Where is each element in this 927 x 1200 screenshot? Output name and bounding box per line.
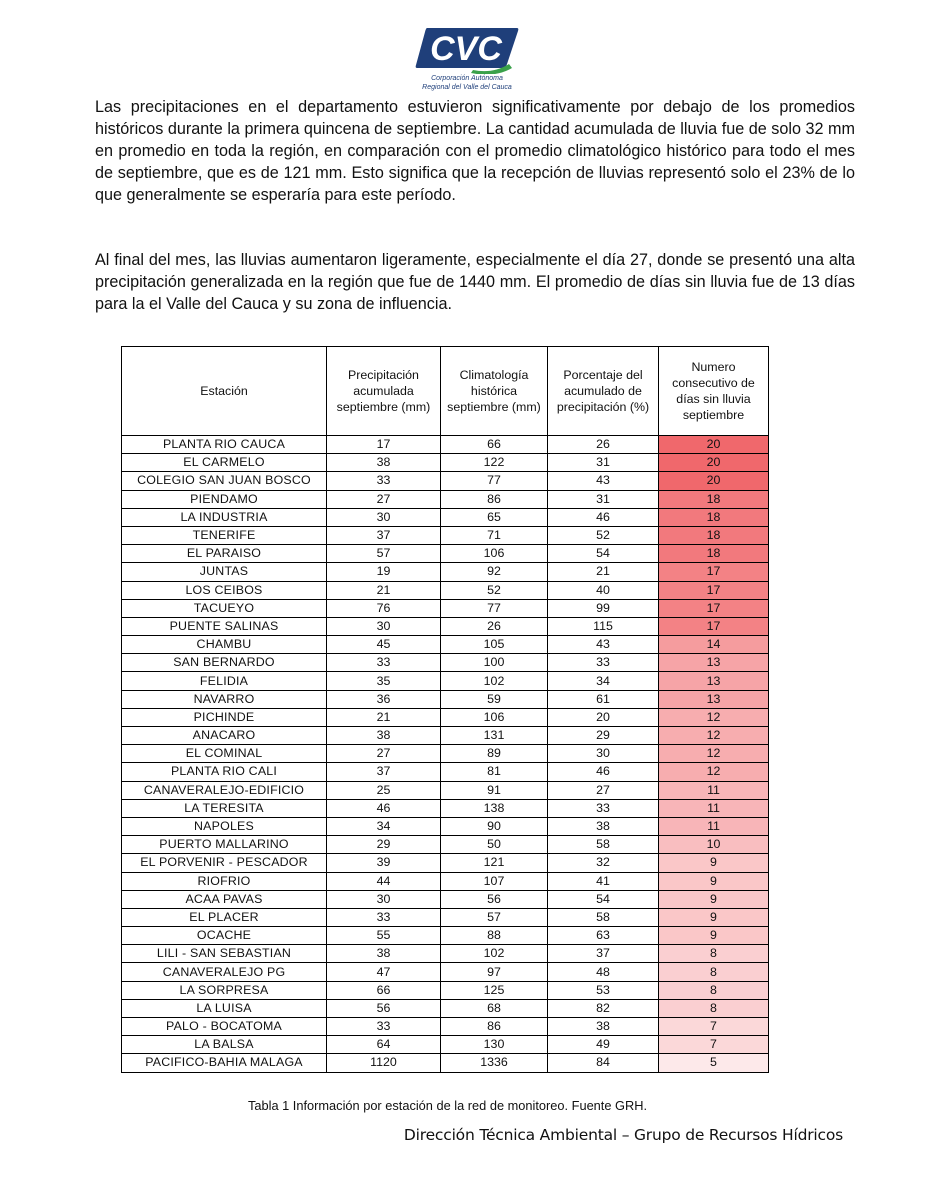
station-name: OCACHE: [122, 927, 327, 945]
table-row: [122, 854, 769, 872]
station-name: CANAVERALEJO-EDIFICIO: [122, 781, 327, 799]
percentage-value: 61: [548, 690, 659, 708]
precipitation-value: 34: [327, 817, 441, 835]
precipitation-value: 33: [327, 1018, 441, 1036]
percentage-value: 38: [548, 817, 659, 835]
table-row: [122, 563, 769, 581]
percentage-value: 27: [548, 781, 659, 799]
climatology-value: 1336: [441, 1054, 548, 1072]
header-estacion: Estación: [122, 347, 327, 436]
table-row: [122, 436, 769, 454]
precipitation-value: 27: [327, 490, 441, 508]
dry-days-value: 8: [659, 945, 769, 963]
station-name: LA LUISA: [122, 999, 327, 1017]
climatology-value: 59: [441, 690, 548, 708]
station-name: PICHINDE: [122, 708, 327, 726]
climatology-value: 65: [441, 508, 548, 526]
header-climatologia: Climatología histórica septiembre (mm): [441, 347, 548, 436]
climatology-value: 56: [441, 890, 548, 908]
percentage-value: 41: [548, 872, 659, 890]
climatology-value: 125: [441, 981, 548, 999]
climatology-value: 26: [441, 617, 548, 635]
table-row: [122, 890, 769, 908]
table-row: [122, 636, 769, 654]
station-name: PLANTA RIO CALI: [122, 763, 327, 781]
table-row: [122, 581, 769, 599]
climatology-value: 66: [441, 436, 548, 454]
precipitation-value: 57: [327, 545, 441, 563]
precipitation-value: 29: [327, 836, 441, 854]
precipitation-value: 45: [327, 636, 441, 654]
station-name: RIOFRIO: [122, 872, 327, 890]
dry-days-value: 9: [659, 927, 769, 945]
table-row: [122, 672, 769, 690]
table-row: [122, 745, 769, 763]
table-row: [122, 999, 769, 1017]
station-name: ANACARO: [122, 727, 327, 745]
precipitation-value: 21: [327, 708, 441, 726]
climatology-value: 106: [441, 545, 548, 563]
percentage-value: 49: [548, 1036, 659, 1054]
table-row: [122, 472, 769, 490]
table-header-row: [122, 347, 769, 436]
climatology-value: 77: [441, 472, 548, 490]
table-row: [122, 799, 769, 817]
percentage-value: 26: [548, 436, 659, 454]
station-name: SAN BERNARDO: [122, 654, 327, 672]
header-precipitacion: Precipitación acumulada septiembre (mm): [327, 347, 441, 436]
precipitation-value: 56: [327, 999, 441, 1017]
percentage-value: 54: [548, 545, 659, 563]
dry-days-value: 10: [659, 836, 769, 854]
climatology-value: 100: [441, 654, 548, 672]
dry-days-value: 8: [659, 981, 769, 999]
dry-days-value: 17: [659, 599, 769, 617]
station-name: LA BALSA: [122, 1036, 327, 1054]
station-name: PIENDAMO: [122, 490, 327, 508]
station-name: PACIFICO-BAHIA MALAGA: [122, 1054, 327, 1072]
table-row: [122, 1054, 769, 1072]
dry-days-value: 12: [659, 727, 769, 745]
climatology-value: 92: [441, 563, 548, 581]
station-name: LOS CEIBOS: [122, 581, 327, 599]
precipitation-value: 44: [327, 872, 441, 890]
dry-days-value: 12: [659, 763, 769, 781]
logo-line-2: Regional del Valle del Cauca: [422, 84, 512, 91]
precipitation-value: 37: [327, 526, 441, 544]
table-body: [122, 436, 769, 1073]
header-dias-sin-lluvia: Numero consecutivo de días sin lluvia septiembre: [659, 347, 769, 436]
percentage-value: 32: [548, 854, 659, 872]
table-row: [122, 526, 769, 544]
table-row: [122, 508, 769, 526]
precipitation-value: 35: [327, 672, 441, 690]
station-name: CANAVERALEJO PG: [122, 963, 327, 981]
climatology-value: 86: [441, 1018, 548, 1036]
climatology-value: 97: [441, 963, 548, 981]
climatology-value: 122: [441, 454, 548, 472]
paragraph-1: Las precipitaciones en el departamento estuvieron significativamente por debajo de los promedios históricos durante la primera quincena de septiembre. La cantidad acumulada de lluvia fue de solo 32 mm en promedio en toda la región, en comparación con el promedio climatológico histórico para todo el mes de septiembre, que es de 121 mm. Esto significa que la recepción de lluvias representó solo el 23% de lo que generalmente se esperaría para este período.: [95, 98, 855, 204]
table-row: [122, 1018, 769, 1036]
table-row: [122, 727, 769, 745]
dry-days-value: 9: [659, 890, 769, 908]
precipitation-value: 1120: [327, 1054, 441, 1072]
percentage-value: 82: [548, 999, 659, 1017]
precipitation-value: 36: [327, 690, 441, 708]
climatology-value: 130: [441, 1036, 548, 1054]
climatology-value: 68: [441, 999, 548, 1017]
percentage-value: 37: [548, 945, 659, 963]
climatology-value: 107: [441, 872, 548, 890]
precipitation-value: 46: [327, 799, 441, 817]
cvc-logo: [413, 24, 521, 98]
climatology-value: 52: [441, 581, 548, 599]
station-name: TENERIFE: [122, 526, 327, 544]
precipitation-value: 64: [327, 1036, 441, 1054]
dry-days-value: 9: [659, 872, 769, 890]
station-name: PALO - BOCATOMA: [122, 1018, 327, 1036]
percentage-value: 31: [548, 454, 659, 472]
station-name: ACAA PAVAS: [122, 890, 327, 908]
climatology-value: 86: [441, 490, 548, 508]
station-name: CHAMBU: [122, 636, 327, 654]
climatology-value: 77: [441, 599, 548, 617]
dry-days-value: 17: [659, 617, 769, 635]
dry-days-value: 12: [659, 708, 769, 726]
climatology-value: 57: [441, 908, 548, 926]
dry-days-value: 18: [659, 490, 769, 508]
precipitation-value: 76: [327, 599, 441, 617]
dry-days-value: 18: [659, 545, 769, 563]
climatology-value: 81: [441, 763, 548, 781]
dry-days-value: 5: [659, 1054, 769, 1072]
percentage-value: 34: [548, 672, 659, 690]
table-row: [122, 927, 769, 945]
station-name: EL PLACER: [122, 908, 327, 926]
station-name: NAVARRO: [122, 690, 327, 708]
table-row: [122, 654, 769, 672]
percentage-value: 43: [548, 636, 659, 654]
table-row: [122, 981, 769, 999]
precipitation-value: 38: [327, 727, 441, 745]
table-row: [122, 617, 769, 635]
climatology-value: 91: [441, 781, 548, 799]
precipitation-value: 30: [327, 617, 441, 635]
cvc-logo-mark: [413, 24, 521, 74]
dry-days-value: 13: [659, 690, 769, 708]
climatology-value: 50: [441, 836, 548, 854]
dry-days-value: 20: [659, 436, 769, 454]
dry-days-value: 20: [659, 454, 769, 472]
precipitation-value: 39: [327, 854, 441, 872]
percentage-value: 38: [548, 1018, 659, 1036]
table-row: [122, 963, 769, 981]
table-row: [122, 872, 769, 890]
percentage-value: 43: [548, 472, 659, 490]
percentage-value: 33: [548, 654, 659, 672]
climatology-value: 131: [441, 727, 548, 745]
station-name: LA SORPRESA: [122, 981, 327, 999]
precipitation-value: 17: [327, 436, 441, 454]
station-name: COLEGIO SAN JUAN BOSCO: [122, 472, 327, 490]
percentage-value: 99: [548, 599, 659, 617]
station-name: PUERTO MALLARINO: [122, 836, 327, 854]
station-name: FELIDIA: [122, 672, 327, 690]
table-row: [122, 781, 769, 799]
table-row: [122, 690, 769, 708]
percentage-value: 46: [548, 763, 659, 781]
climatology-value: 138: [441, 799, 548, 817]
precipitation-value: 38: [327, 454, 441, 472]
dry-days-value: 13: [659, 672, 769, 690]
percentage-value: 33: [548, 799, 659, 817]
station-name: EL CARMELO: [122, 454, 327, 472]
dry-days-value: 17: [659, 581, 769, 599]
dry-days-value: 13: [659, 654, 769, 672]
table-row: [122, 490, 769, 508]
dry-days-value: 11: [659, 817, 769, 835]
percentage-value: 29: [548, 727, 659, 745]
dry-days-value: 14: [659, 636, 769, 654]
percentage-value: 54: [548, 890, 659, 908]
percentage-value: 20: [548, 708, 659, 726]
dry-days-value: 18: [659, 526, 769, 544]
precipitation-value: 30: [327, 890, 441, 908]
dry-days-value: 9: [659, 854, 769, 872]
table-row: [122, 1036, 769, 1054]
dry-days-value: 20: [659, 472, 769, 490]
percentage-value: 115: [548, 617, 659, 635]
page-footer: Dirección Técnica Ambiental – Grupo de Recursos Hídricos: [403, 1126, 843, 1144]
dry-days-value: 7: [659, 1036, 769, 1054]
percentage-value: 21: [548, 563, 659, 581]
precipitation-value: 33: [327, 908, 441, 926]
dry-days-value: 12: [659, 745, 769, 763]
dry-days-value: 7: [659, 1018, 769, 1036]
percentage-value: 63: [548, 927, 659, 945]
percentage-value: 58: [548, 908, 659, 926]
climatology-value: 121: [441, 854, 548, 872]
precipitation-value: 55: [327, 927, 441, 945]
precipitation-value: 33: [327, 472, 441, 490]
precipitation-value: 33: [327, 654, 441, 672]
dry-days-value: 11: [659, 799, 769, 817]
climatology-value: 106: [441, 708, 548, 726]
percentage-value: 31: [548, 490, 659, 508]
dry-days-value: 11: [659, 781, 769, 799]
table-row: [122, 454, 769, 472]
climatology-value: 102: [441, 945, 548, 963]
caption-text: Tabla 1 Información por estación de la red de monitoreo. Fuente GRH.: [247, 1098, 648, 1113]
station-name: PUENTE SALINAS: [122, 617, 327, 635]
station-table: [121, 346, 769, 1073]
dry-days-value: 18: [659, 508, 769, 526]
station-name: EL PARAISO: [122, 545, 327, 563]
station-name: LILI - SAN SEBASTIAN: [122, 945, 327, 963]
percentage-value: 30: [548, 745, 659, 763]
precipitation-value: 38: [327, 945, 441, 963]
percentage-value: 40: [548, 581, 659, 599]
station-name: LA INDUSTRIA: [122, 508, 327, 526]
precipitation-value: 66: [327, 981, 441, 999]
precipitation-value: 25: [327, 781, 441, 799]
header-porcentaje: Porcentaje del acumulado de precipitación (%): [548, 347, 659, 436]
climatology-value: 105: [441, 636, 548, 654]
percentage-value: 46: [548, 508, 659, 526]
climatology-value: 90: [441, 817, 548, 835]
percentage-value: 58: [548, 836, 659, 854]
climatology-value: 71: [441, 526, 548, 544]
percentage-value: 84: [548, 1054, 659, 1072]
precipitation-value: 19: [327, 563, 441, 581]
climatology-value: 89: [441, 745, 548, 763]
dry-days-value: 8: [659, 963, 769, 981]
station-name: TACUEYO: [122, 599, 327, 617]
dry-days-value: 8: [659, 999, 769, 1017]
dry-days-value: 9: [659, 908, 769, 926]
precipitation-value: 30: [327, 508, 441, 526]
table-caption: [0, 1098, 927, 1113]
table-row: [122, 945, 769, 963]
station-name: PLANTA RIO CAUCA: [122, 436, 327, 454]
table-row: [122, 599, 769, 617]
percentage-value: 48: [548, 963, 659, 981]
paragraph-2: Al final del mes, las lluvias aumentaron ligeramente, especialmente el día 27, donde se presentó una alta precipitación generalizada en la región que fue de 1440 mm. El promedio de días sin lluvia fue de 13 días para la el Valle del Cauca y su zona de influencia.: [95, 251, 855, 313]
station-name: LA TERESITA: [122, 799, 327, 817]
percentage-value: 53: [548, 981, 659, 999]
station-name: EL PORVENIR - PESCADOR: [122, 854, 327, 872]
climatology-value: 88: [441, 927, 548, 945]
table-row: [122, 545, 769, 563]
station-name: JUNTAS: [122, 563, 327, 581]
table-row: [122, 817, 769, 835]
dry-days-value: 17: [659, 563, 769, 581]
table-row: [122, 836, 769, 854]
station-name: NAPOLES: [122, 817, 327, 835]
precipitation-value: 47: [327, 963, 441, 981]
climatology-value: 102: [441, 672, 548, 690]
table-row: [122, 908, 769, 926]
percentage-value: 52: [548, 526, 659, 544]
precipitation-value: 27: [327, 745, 441, 763]
svg-text:CVC: CVC: [430, 30, 502, 68]
precipitation-value: 37: [327, 763, 441, 781]
logo-line-1: Corporación Autónoma: [431, 75, 503, 82]
table-row: [122, 708, 769, 726]
table-row: [122, 763, 769, 781]
precipitation-value: 21: [327, 581, 441, 599]
station-name: EL COMINAL: [122, 745, 327, 763]
